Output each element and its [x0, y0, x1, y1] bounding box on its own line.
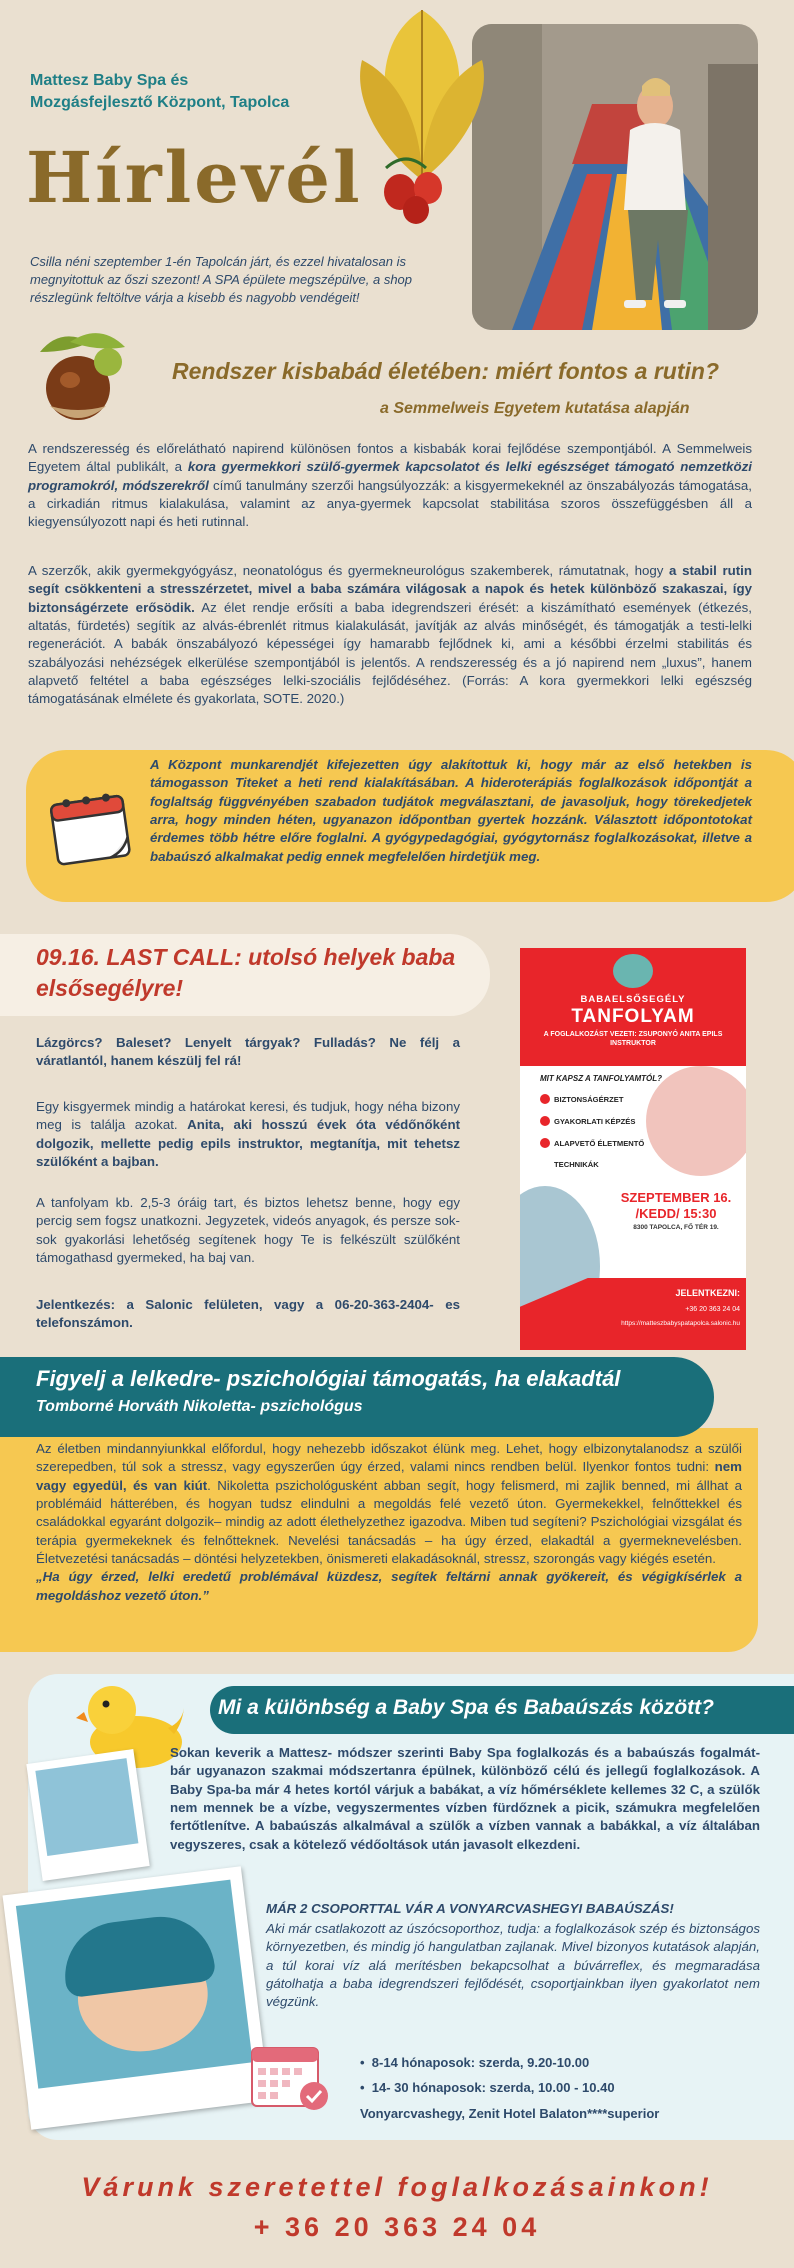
schedule-location: Vonyarcvashegy, Zenit Hotel Balaton****superior	[360, 2105, 660, 2121]
check-icon	[540, 1094, 550, 1104]
notice-text: A Központ munkarendjét kifejezetten úgy alakítottuk ki, hogy már az első hetekben is támogasson Titeket a heti rend kialakításában. A hideroterápiás foglalkozások időpontját a foglaltság függvényében szabadon tudjátok megválasztani, de javasoljuk, hogy törekedjetek arra, hogy minden héten, ugyanazon időpontban gyertek hozzánk. Választott időpontotokat érdemes több hétre előre foglalni. A gyógypedagógiai, gyógytornász foglalkozásokat, illetve a babaúszó alkalmakat pedig ennek megfelelően hirdetjük meg.	[150, 757, 752, 864]
footer-phone[interactable]: + 36 20 363 24 04	[253, 2212, 541, 2242]
poster-item-label: BIZTONSÁGÉRZET	[554, 1094, 624, 1104]
poster-date: SZEPTEMBER 16. /KEDD/ 15:30	[620, 1190, 732, 1221]
staircase-photo	[472, 24, 758, 330]
schedule-calendar-icon	[246, 2040, 334, 2114]
poster-item-label: TECHNIKÁK	[554, 1160, 599, 1169]
org-name	[30, 70, 289, 115]
footer-welcome: Várunk szeretettel foglalkozásainkon!	[81, 2172, 713, 2202]
rosehip-berry-icon	[376, 148, 456, 228]
poster-logo	[613, 954, 653, 988]
lastcall-paragraph-2	[36, 1098, 460, 1171]
baby-swim-polaroid	[3, 1866, 270, 2129]
org-line-2: Mozgásfejlesztő Központ, Tapolca	[30, 94, 290, 112]
poster-item-label: ALAPVETŐ ÉLETMENTŐ	[554, 1138, 645, 1148]
schedule-item: • 8-14 hónaposok: szerda, 9.20-10.00	[360, 2055, 590, 2070]
babaspa-subheading: MÁR 2 CSOPORTTAL VÁR A VONYARCVASHEGYI BABAÚSZÁS!	[266, 1901, 674, 1916]
poster-item	[554, 1160, 599, 1169]
babaspa-paragraph-1: Sokan keverik a Mattesz- módszer szerinti Baby Spa foglalkozás és a babaúszás fogalmát- bár ugyanazon szakmai módszertanra épülnek, különböző célú és jellegű foglalkozások. A Baby Spa-ba már 4 hetes kortól várjuk a babákat, a víz hőmérséklete kellemes 32 C, a szülők nem mennek be a vízbe, vegyszermentes vízben fürdőznek a picik, számukra megfelelően fertőtlenítve. A babaúszás alkalmával a szülők a vízben vannak a babákkal, a víz általában vegyszeres, csak a kötelező védőoltások után javasolt elkezdeni.	[170, 1745, 760, 1852]
psych-subtitle: Tomborné Horváth Nikoletta- pszichológus	[36, 1398, 363, 1415]
rutin-p2-c: Az élet rendje erősíti a baba idegrendszeri érését: a kiszámítható események (étkezés, altatás, fürdetés) segítik az alvás-ébrenlét ritmus kialakulását, javítják az alvás minőségét, és támogatják a testi-lelki regenerációt. A babák önszabályozó képességei így hamarabb fejlődnek ki, ami a későbbi érzelmi stabilitás és szabályozási nehézségek elkerülése szempontjából is jelentős. A rendszeresség és a jó napirend nem „luxus”, hanem alapvető feltétel a baba egészséges lelki-szociális fejlődéséhez. (Forrás: A kora gyermekkori lelki egészség támogatásának elmélete és gyakorlata, SOTE. 2020.)	[28, 599, 752, 707]
psych-p-b: nem vagy egyedül, és van kiút	[36, 1459, 742, 1493]
poster-item	[540, 1094, 623, 1104]
rutin-p1-b: kora gyermekkori szülő-gyermek kapcsolatot és lelki egészséget támogató nemzetközi programokról, módszerekről	[28, 459, 752, 493]
lastcall-p2-a: Egy kisgyermek mindig a határokat keresi, és tudjuk, hogy néha bizony meg is találja azokat.	[36, 1099, 460, 1133]
first-aid-course-poster	[520, 948, 746, 1350]
psych-text	[36, 1440, 742, 1605]
poster-headline: TANFOLYAM	[571, 1006, 695, 1027]
poster-question: MIT KAPSZ A TANFOLYAMTÓL?	[540, 1074, 663, 1083]
schedule-item-label: 8-14 hónaposok: szerda, 9.20-10.00	[371, 2055, 590, 2070]
intro-text: Csilla néni szeptember 1-én Tapolcán járt, és ezzel hivatalosan is megnyitottuk az őszi szezont! A SPA épülete megszépülve, a shop részlegünk feltöltve várja a kisebb és nagyobb vendégeit!	[30, 254, 413, 305]
lastcall-paragraph-1: Lázgörcs? Baleset? Lenyelt tárgyak? Fulladás? Ne félj a váratlantól, hanem készülj fel rá!	[36, 1035, 460, 1069]
poster-item	[540, 1116, 635, 1126]
poster-address: 8300 TAPOLCA, FŐ TÉR 19.	[633, 1224, 719, 1231]
org-line-1: Mattesz Baby Spa és	[30, 72, 189, 89]
baby-bath-polaroid	[26, 1749, 149, 1881]
check-icon	[540, 1116, 550, 1126]
babaspa-title: Mi a különbség a Baby Spa és Babaúszás között?	[218, 1696, 714, 1719]
poster-phone: +36 20 363 24 04	[685, 1306, 740, 1313]
rutin-p1-a: A rendszeresség és előrelátható napirend különösen fontos a kisbabák korai fejlődése szempontjából. A Semmelweis Egyetem által publikált, a	[28, 441, 752, 475]
calendar-icon	[46, 786, 136, 870]
poster-kicker: BABAELSŐSEGÉLY	[580, 994, 686, 1005]
lastcall-paragraph-3: A tanfolyam kb. 2,5-3 óráig tart, és biztos lehetsz benne, hogy egy percig sem fogsz unatkozni. Jegyzetek, videós anyagok, és persze sok-sok gyakorlási lehetőség segítenek hogy Te is felkészült szülőként támogathasd gyermeked, ha baj van.	[36, 1195, 460, 1266]
psych-title: Figyelj a lelkedre- pszichológiai támogatás, ha elakadtál	[36, 1366, 621, 1391]
poster-item-label: GYAKORLATI KÉPZÉS	[554, 1116, 636, 1126]
swim-schedule	[360, 2050, 659, 2126]
psych-p-a: Az életben mindannyiunkkal előfordul, hogy nehezebb időszakot élünk meg. Lehet, hogy elbizonytalanodsz a szülői szerepedben, túl sok a stressz, vagy egyszerűen úgy érzed, valami nincs rendben belül. Ilyenkor fontos tudni:	[36, 1441, 742, 1475]
rutin-title: Rendszer kisbabád életében: miért fontos a rutin?	[172, 358, 719, 384]
lastcall-title: 09.16. LAST CALL: utolsó helyek baba elsősegélyre!	[36, 944, 456, 1002]
check-icon	[540, 1138, 550, 1148]
psych-quote: „Ha úgy érzed, lelki eredetű problémával küzdesz, segítek feltárni annak gyökereit, és végigkísérlek a megoldáshoz vezető úton.”	[36, 1569, 742, 1603]
lastcall-p2-b: Anita, aki hosszú évek óta védőnőként dolgozik, mellette pedig epils instruktor, megtanítja, mit tehetsz szülőként a bajban.	[36, 1117, 461, 1170]
chestnut-icon	[30, 322, 130, 430]
poster-leader: A FOGLALKOZÁST VEZETI: ZSUPONYÓ ANITA EPILS INSTRUKTOR	[543, 1031, 723, 1048]
rutin-subtitle: a Semmelweis Egyetem kutatása alapján	[380, 400, 690, 417]
rutin-paragraph-1	[28, 440, 752, 532]
schedule-item-label: 14- 30 hónaposok: szerda, 10.00 - 10.40	[371, 2080, 615, 2096]
lastcall-paragraph-4: Jelentkezés: a Salonic felületen, vagy a 06-20-363-2404- es telefonszámon.	[36, 1297, 460, 1331]
babaspa-paragraph-2: Aki már csatlakozott az úszócsoporthoz, tudja: a foglalkozások szép és biztonságos környezetben, és mindig jó hangulatban zajlanak. Mivel bizonyos kutatások alapján, a túl korai víz alá merítésben bekapcsolhat a búvárreflex, és megmaradása gátolhatja a baba idegrendszeri fejlődését, csoportjainkban ilyen gyakorlatot nem végzünk.	[266, 1921, 760, 2010]
rutin-paragraph-2	[28, 562, 752, 709]
poster-item	[540, 1138, 644, 1148]
newsletter-title: Hírlevél	[26, 136, 363, 219]
rutin-p1-c: című tanulmány szerzői hangsúlyozzák: a kisgyermekeknél az önszabályozás támogatása, a cirkadián ritmus kialakulása, valamint az anya-gyermek kapcsolat stabilitása szoros összefüggésben áll a kiegyensúlyozott napi és heti rutinnal.	[28, 477, 753, 530]
rutin-p2-b: a stabil rutin segít csökkenteni a stresszérzetet, mivel a baba számára világosak a napok és hetek különböző szakaszai, így biztonságérzete erősödik.	[28, 563, 752, 615]
psych-p-c: . Nikoletta pszichológusként abban segít, hogy felismerd, mi zajlik benned, mi állhat a problémáid hátterében, és hogyan tudsz elindulni a megoldás felé vezető úton. Gyermekekkel, felnőttekkel és családokkal egyaránt dolgozik– mindig az adott élethelyzethez igazodva. Miben tud segíteni? Pszichológiai vizsgálat és terápia gyermekeknek és felnőtteknek. Nevelési tanácsadás – ha úgy érzed, elakadtál a gyermeknevelésben. Életvezetési tanácsadás – döntési helyzetekben, önismereti elakadásoknál, stressz, szorongás vagy kiégés esetén.	[36, 1477, 742, 1567]
schedule-item: • 14- 30 hónaposok: szerda, 10.00 - 10.40	[360, 2080, 615, 2096]
poster-url: https://matteszbabyspatapolca.salonic.hu	[621, 1320, 740, 1327]
rutin-p2-a: A szerzők, akik gyermekgyógyász, neonatológus és gyermekneurológus szakemberek, rámutatnak, hogy	[28, 563, 670, 578]
poster-apply: JELENTKEZNI:	[675, 1288, 740, 1298]
